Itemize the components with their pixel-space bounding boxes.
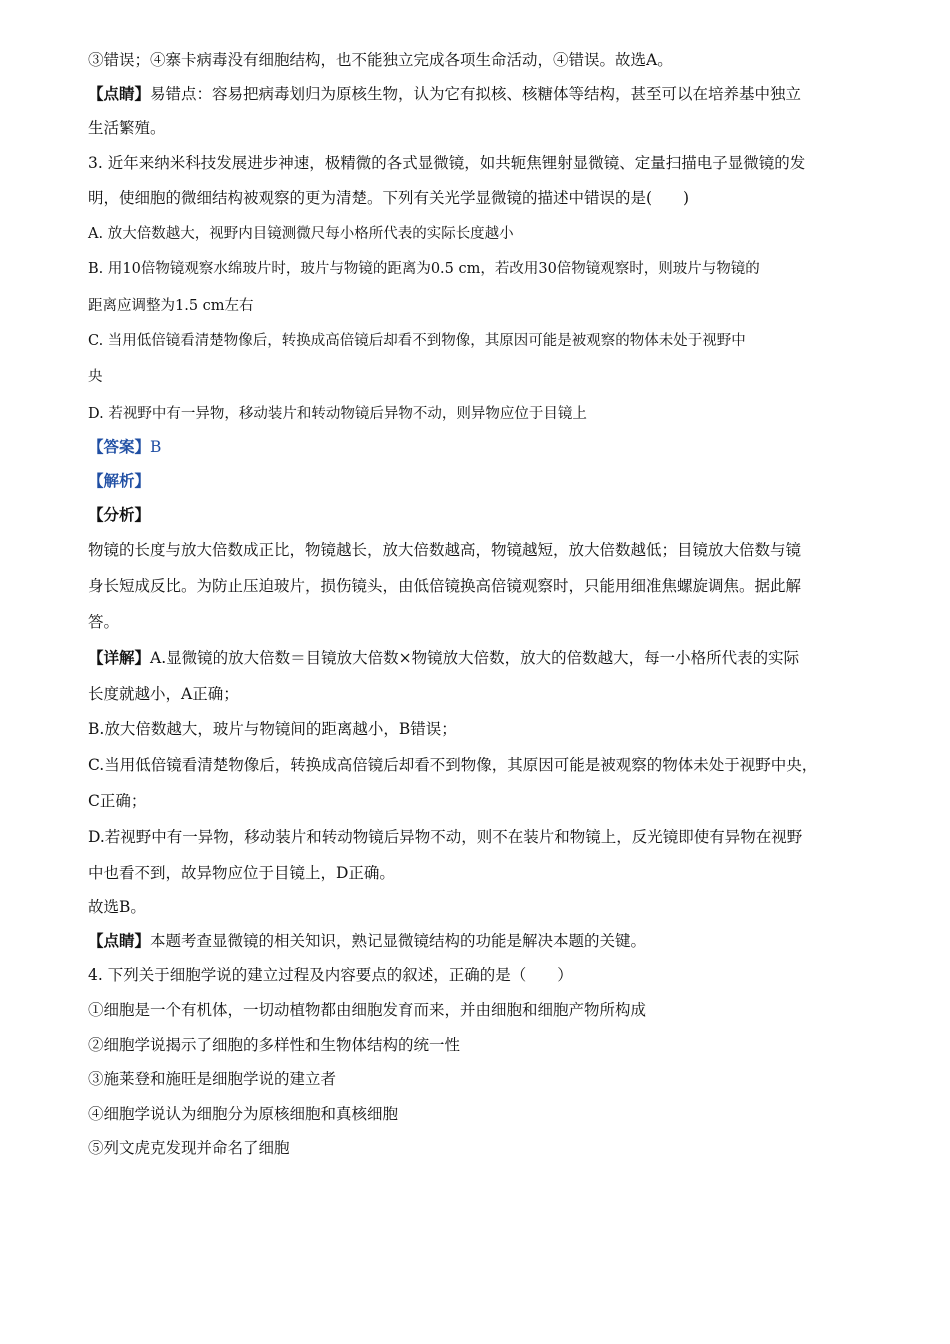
text-line: ③错误；④寨卡病毒没有细胞结构，也不能独立完成各项生命活动，④错误。故选A。 — [88, 51, 673, 69]
detail-text: C正确； — [88, 792, 147, 810]
answer-line — [88, 437, 161, 457]
xiangjie-tag: 【详解】 — [88, 648, 151, 667]
statement-5: ⑤列文虎克发现并命名了细胞 — [88, 1139, 290, 1157]
detail-text: 中也看不到，故异物应位于目镜上，D正确。 — [88, 864, 395, 882]
text-span: 易错点：容易把病毒划归为原核生物，认为它有拟核、核糖体等结构，甚至可以在培养基中独立 — [150, 85, 802, 103]
text-line: 生活繁殖。 — [88, 119, 166, 137]
answer-value: B — [150, 438, 162, 456]
question-3-stem-cont: 明，使细胞的微细结构被观察的更为清楚。下列有关光学显微镜的描述中错误的是( ) — [88, 189, 690, 207]
detail-line: 【详解】A.显微镜的放大倍数＝目镜放大倍数×物镜放大倍数，放大的倍数越大，每一小格所代表的实际 — [88, 648, 800, 667]
option-d: D. 若视野中有一异物，移动装片和转动物镜后异物不动，则异物应位于目镜上 — [88, 406, 587, 422]
dianjing-tag: 【点睛】 — [88, 931, 151, 950]
detail-text: C.当用低倍镜看清楚物像后，转换成高倍镜后却看不到物像，其原因可能是被观察的物体未处于视野中央， — [88, 756, 818, 774]
statement-3: ③施莱登和施旺是细胞学说的建立者 — [88, 1070, 337, 1088]
option-c: C. 当用低倍镜看清楚物像后，转换成高倍镜后却看不到物像，其原因可能是被观察的物体未处于视野中 — [88, 333, 746, 349]
fenxi-heading: 【分析】 — [88, 505, 151, 524]
detail-text: B.放大倍数越大，玻片与物镜间的距离越小，B错误； — [88, 720, 457, 738]
note-line — [88, 84, 801, 104]
answer-tag: 【答案】 — [88, 437, 151, 456]
statement-2: ②细胞学说揭示了细胞的多样性和生物体结构的统一性 — [88, 1036, 461, 1054]
analysis-text: 身长短成反比。为防止压迫玻片，损伤镜头，由低倍镜换高倍镜观察时，只能用细准焦螺旋调焦。据此解 — [88, 577, 802, 595]
option-b-cont: 距离应调整为1.5 cm左右 — [88, 298, 254, 314]
analysis-text: 答。 — [88, 613, 120, 631]
statement-1: ①细胞是一个有机体，一切动植物都由细胞发育而来，并由细胞和细胞产物所构成 — [88, 1001, 647, 1019]
analysis-text: 物镜的长度与放大倍数成正比，物镜越长，放大倍数越高，物镜越短，放大倍数越低；目镜放大倍数与镜 — [88, 541, 802, 559]
option-c-cont: 央 — [88, 369, 103, 385]
detail-text: D.若视野中有一异物，移动装片和转动物镜后异物不动，则不在装片和物镜上，反光镜即使有异物在视野 — [88, 828, 803, 846]
detail-text: 故选B。 — [88, 898, 146, 916]
note-line: 【点睛】本题考查显微镜的相关知识，熟记显微镜结构的功能是解决本题的关键。 — [88, 931, 647, 950]
dianjing-tag: 【点睛】 — [88, 84, 151, 103]
option-b: B. 用10倍物镜观察水绵玻片时，玻片与物镜的距离为0.5 cm，若改用30倍物镜观察时，则玻片与物镜的 — [88, 261, 760, 277]
analysis-heading: 【解析】 — [88, 471, 151, 490]
question-4-stem: 4. 下列关于细胞学说的建立过程及内容要点的叙述，正确的是（ ） — [88, 966, 573, 984]
detail-text: 长度就越小，A正确； — [88, 685, 239, 703]
question-3-stem: 3. 近年来纳米科技发展进步神速，极精微的各式显微镜，如共轭焦锂射显微镜、定量扫描电子显微镜的发 — [88, 154, 806, 172]
option-a: A. 放大倍数越大，视野内目镜测微尺每小格所代表的实际长度越小 — [88, 226, 514, 242]
statement-4: ④细胞学说认为细胞分为原核细胞和真核细胞 — [88, 1105, 399, 1123]
